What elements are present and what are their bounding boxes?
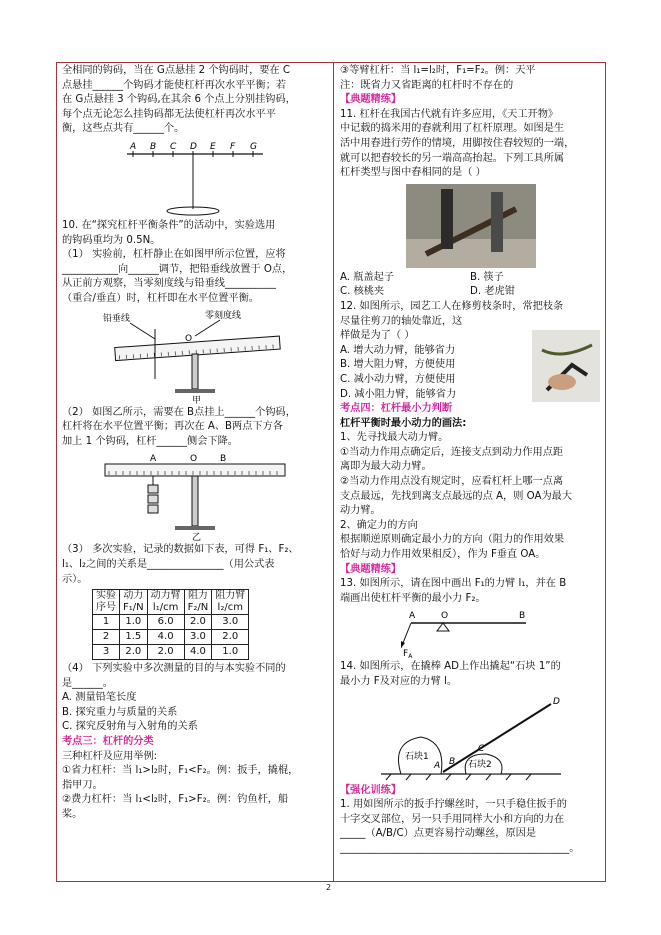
table-header (147, 590, 184, 615)
fig13-b: B (519, 611, 526, 622)
figure-13 (401, 608, 541, 658)
plumb-line-label: 铅垂线 (103, 313, 131, 324)
table-cell: 6.0 (147, 615, 184, 630)
intro-line: 全相同的钩码，当在 G点悬挂 2 个钩码时，要在 C (62, 65, 291, 76)
figure-yi (95, 451, 295, 541)
scale-letter: G (250, 141, 257, 152)
section4-line: 支点最远，先找到离支点最远的点 A，则 OA为最大 (340, 490, 573, 502)
q11-line: 就可以把舂较长的另一端高高抬起。下列工具所属 (340, 152, 565, 164)
table-cell: 1 (93, 615, 120, 630)
q10-4-line: A. 测量铅笔长度 (62, 692, 137, 704)
scale-letter: B (150, 141, 157, 152)
table-cell: 4.0 (184, 645, 212, 660)
q10-4-line: B. 探究重力与质量的关系 (62, 706, 178, 718)
yi-letter-b: B (220, 454, 227, 465)
table-header-line: 动力臂 (150, 590, 181, 602)
section3-line: 指甲刀。 (62, 779, 103, 791)
table-cell: 2.0 (120, 645, 148, 660)
q10-line: （1） 实验前，杠杆静止在如图甲所示位置，应将 (62, 249, 286, 261)
table-cell: 3.0 (212, 615, 249, 630)
scale-letter: A (130, 141, 137, 152)
q12-line: A. 增大动力臂，能够省力 (340, 344, 456, 356)
left-column (62, 64, 328, 823)
right-column (340, 64, 602, 857)
right-top-line: ③等臂杠杆：当 l₁=l₂时，F₁=F₂。例：天平 (340, 65, 536, 76)
table-cell: 2.0 (212, 630, 249, 645)
q13-line: 13. 如图所示，请在图中画出 F₁的力臂 l₁，并在 B (340, 578, 567, 590)
practice-title: 【典题精练】 (340, 94, 402, 106)
table-cell: 4.0 (147, 630, 184, 645)
q10-line: 从正前方观察，当零刻度线与铅垂线__________ (62, 278, 276, 290)
q11-option-d[interactable]: D. 老虎钳 (470, 286, 515, 298)
table-cell: 1.0 (212, 645, 249, 660)
fig14-c: C (478, 743, 485, 754)
q14-line: 14. 如图所示，在撬棒 AD上作出撬起“石块 1”的 (340, 661, 561, 673)
q10-line: 10. 在“探究杠杆平衡条件”的活动中，实验选用 (62, 219, 276, 231)
section3-line: 桨。 (62, 809, 83, 821)
q10-2-line: （2） 如图乙所示，需要在 B点挂上______个钩码， (62, 406, 296, 418)
scale-letter: E (210, 141, 216, 152)
table-row (93, 645, 249, 660)
section4-line: 动力臂。 (340, 505, 381, 517)
table-header-line: 阻力 (187, 590, 208, 602)
question-strong-1 (340, 798, 602, 856)
section4-line: 恰好与动力作用效果相反），作为 F垂直 OA。 (340, 549, 546, 561)
pruning-photo (532, 330, 600, 402)
q11-option-a[interactable]: A. 瓶盖起子 (340, 271, 395, 283)
q10-line: 的钩码重均为 0.5N。 (62, 234, 161, 246)
question-10-3 (62, 543, 328, 587)
practice-title-2: 【典题精练】 (340, 563, 402, 575)
scale-letter: C (170, 141, 177, 152)
table-header-line: F₂/N (187, 602, 209, 614)
question-14 (340, 660, 602, 689)
yi-letter-a: A (150, 454, 157, 465)
q11-line: 11. 杠杆在我国古代就有许多应用，《天工开物》 (340, 108, 559, 120)
q10-2-line: 杠杆将在水平位置平衡；再次在 A、B两点下方各 (62, 421, 283, 433)
q-strong-line: 1. 用如图所示的扳手拧螺丝时，一只手稳住扳手的 (340, 799, 567, 811)
question-10 (62, 219, 328, 307)
table-row (93, 630, 249, 645)
table-header (93, 590, 120, 615)
section4-subtitle: 杠杆平衡时最小动力的画法: (340, 417, 467, 429)
column-divider (333, 62, 334, 882)
q-strong-line: _____________________________________________。 (340, 842, 580, 854)
section4-line: 2、确定力的方向 (340, 519, 418, 531)
page-number: 2 (326, 883, 332, 892)
scale-letter: F (230, 141, 236, 152)
figure-jia-svg (95, 309, 295, 404)
table-row (93, 615, 249, 630)
figure-14-svg (371, 692, 571, 782)
table-cell: 2.0 (184, 615, 212, 630)
q12-line: 12. 如图所示，园艺工人在修剪枝条时，常把枝条 (340, 300, 564, 312)
figure-14 (371, 692, 571, 782)
stone2-label: 石块2 (468, 759, 492, 770)
table-header-line: 阻力臂 (215, 590, 246, 602)
fig13-f: $F_A$ (403, 649, 413, 659)
section3-title: 考点三：杠杆的分类 (62, 736, 154, 748)
question-13 (340, 577, 602, 606)
q-strong-line: _____（A/B/C）点更容易拧动螺丝，原因是 (340, 828, 537, 840)
figure-yi-caption: 乙 (192, 533, 202, 542)
fig14-a: A (434, 760, 441, 771)
q11-line: 活中用舂进行劳作的情境，用脚按住舂较短的一端， (340, 137, 575, 149)
q12-line: 样做是为了（ ） (340, 330, 415, 342)
q10-2-line: 加上 1 个钩码，杠杆______侧会下降。 (62, 435, 238, 447)
section3-text (62, 750, 328, 823)
table-cell: 3.0 (184, 630, 212, 645)
q12-line: C. 减小动力臂，方便使用 (340, 373, 456, 385)
section4-line: ②当动力作用点没有规定时，应看杠杆上哪一点离 (340, 476, 564, 488)
right-top-line: 注：既省力又省距离的杠杆时不存在的 (340, 79, 514, 91)
section3-line: ①省力杠杆：当 l₁>l₂时，F₁<F₂。例：扳手，撬棍， (62, 765, 299, 777)
q10-4-line: C. 探究反射角与入射角的关系 (62, 721, 198, 733)
pestle-photo (406, 184, 536, 268)
table-header-line: l₁/cm (152, 602, 179, 614)
section3-line: ②费力杠杆：当 l₁<l₂时，F₁>F₂。例：钓鱼杆，船 (62, 794, 289, 806)
table-cell: 2.0 (147, 645, 184, 660)
fig14-b: B (449, 756, 456, 767)
pruning-photo-svg (532, 330, 600, 402)
lever-scale-svg (125, 139, 265, 217)
pestle-photo-svg (406, 184, 536, 268)
section3-line: 三种杠杆及应用举例: (62, 750, 158, 762)
q11-option-c[interactable]: C. 核桃夹 (340, 286, 385, 298)
q10-3-line: l₁、l₂之间的关系是_______________（用公式表 (62, 558, 275, 570)
intro-line: 衡，这些点共有______个。 (62, 123, 185, 135)
strong-title: 【强化训练】 (340, 784, 402, 796)
table-header-line: 序号 (96, 602, 116, 614)
q10-line: （重合/垂直）时，杠杆即在水平位置平衡。 (62, 292, 259, 304)
fig13-a: A (409, 611, 416, 622)
section4-title: 考点四：杠杆最小力判断 (340, 403, 453, 415)
section4-line: ①当动力作用点确定后，连接支点到动力作用点距 (340, 446, 564, 458)
table-header (212, 590, 249, 615)
section4-line: 1、先寻找最大动力臂。 (340, 432, 449, 444)
right-top-text (340, 64, 602, 93)
table-cell: 2 (93, 630, 120, 645)
question-11 (340, 108, 602, 181)
yi-letter-o: O (190, 454, 198, 465)
q12-line: D. 减小阻力臂，能够省力 (340, 388, 457, 400)
figure-jia (95, 309, 295, 404)
q14-line: 最小力 F及对应的力臂 l。 (340, 676, 458, 687)
question-10-4 (62, 662, 328, 735)
table-cell: 1.0 (120, 615, 148, 630)
table-header-line: 实验 (96, 590, 116, 602)
table-header-line: l₂/cm (217, 602, 243, 614)
q10-line: ___________向______调节，把铅垂线放置于 O点， (62, 263, 293, 275)
table-cell: 3 (93, 645, 120, 660)
stone1-label: 石块1 (405, 751, 429, 762)
figure-jia-caption: 甲 (192, 395, 202, 404)
fig14-d: D (553, 696, 560, 707)
scale-letter: D (190, 141, 197, 152)
fig13-o: O (441, 611, 449, 622)
q11-line: 杠杆类型与图中舂相同的是（ ） (340, 167, 486, 179)
figure-yi-svg (95, 451, 295, 541)
table-header (184, 590, 212, 615)
q-strong-line: 十字交叉部位，另一只手用同样大小和方向的力在 (340, 813, 565, 825)
q12-line: B. 增大阻力臂，方便使用 (340, 359, 456, 371)
pivot-o-label: O (185, 333, 193, 344)
table-header (120, 590, 148, 615)
question-12-block (340, 300, 602, 402)
table-cell: 1.5 (120, 630, 148, 645)
intro-line: 点悬挂______个钩码才能使杠杆再次水平平衡；若 (62, 79, 287, 91)
section4-line: 根据顺逆原则确定最小力的方向（阻力的作用效果 (340, 534, 565, 546)
q10-3-line: （3） 多次实验，记录的数据如下表，可得 F₁、F₂、 (62, 544, 299, 556)
q11-options (340, 271, 515, 300)
table-header-line: F₁/N (123, 602, 144, 614)
intro-line: 在 G点悬挂 3 个钩码,在其余 6 个点上分别挂钩码， (62, 94, 296, 106)
question-10-2 (62, 406, 328, 450)
table-header-line: 动力 (123, 590, 144, 602)
section4-text (340, 431, 602, 562)
section4-line: 离即为最大动力臂。 (340, 461, 432, 473)
q11-option-b[interactable]: B. 筷子 (470, 271, 504, 283)
q11-line: 中记载的捣米用的舂就利用了杠杆原理。如图是生 (340, 123, 565, 135)
q13-line: 端画出使杠杆平衡的最小力 F₂。 (340, 592, 486, 604)
q10-4-line: 是______。 (62, 677, 113, 689)
intro-text (62, 64, 328, 137)
data-table (92, 589, 249, 660)
q12-line: 尽量往剪刀的轴处靠近，这 (340, 315, 463, 327)
figure-13-svg (401, 608, 541, 658)
lever-scale-figure (125, 139, 265, 217)
q10-3-line: 示）。 (62, 573, 88, 585)
q10-4-line: （4） 下列实验中多次测量的目的与本实验不同的 (62, 663, 286, 675)
intro-line: 每个点无论怎么挂钩码都无法使杠杆再次水平平 (62, 108, 276, 120)
zero-line-label: 零刻度线 (205, 310, 242, 321)
